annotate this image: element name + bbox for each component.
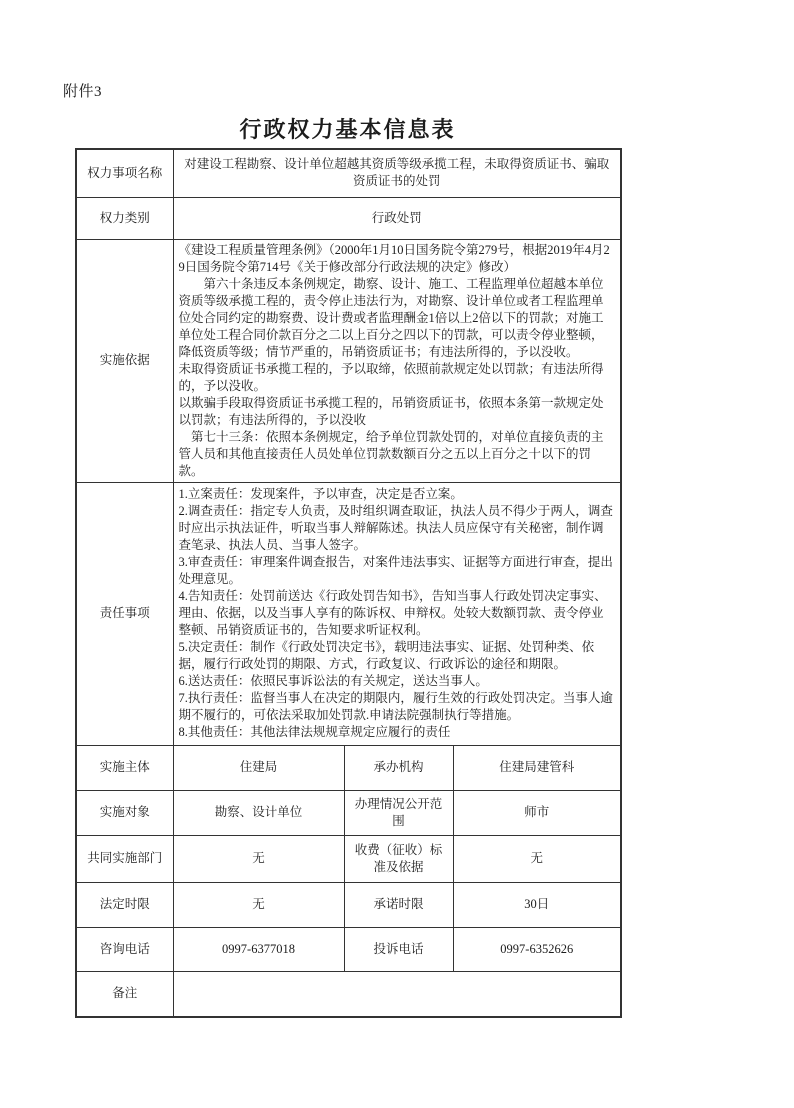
table-row-remark — [76, 971, 621, 1017]
field-label-joint-department: 共同实施部门 — [76, 835, 173, 882]
table-row-power-type — [76, 197, 621, 239]
duty-item: 5.决定责任：制作《行政处罚决定书》，载明违法事实、证据、处罚种类、依据，履行行政处罚的期限、方式，行政复议、行政诉讼的途径和期限。 — [178, 640, 595, 671]
field-value-promised-time-limit: 30日 — [453, 882, 621, 927]
table-row-item-name — [76, 149, 621, 197]
attachment-label: 附件3 — [63, 84, 103, 100]
field-value-handling-agency: 住建局建管科 — [453, 745, 621, 790]
duty-item: 1.立案责任：发现案件，予以审查，决定是否立案。 — [178, 487, 463, 501]
duty-item: 6.送达责任：依照民事诉讼法的有关规定，送达当事人。 — [178, 674, 488, 688]
table-row-phones — [76, 927, 621, 971]
basis-paragraph: 第六十条违反本条例规定，勘察、设计、施工、工程监理单位超越本单位资质等级承揽工程的，责令停止违法行为，对勘察、设计单位或者工程监理单位处合同约定的勘察费、设计费或者监理酬金1倍以上2倍以下的罚款；对施工单位处工程合同价款百分之二以上百分之四以下的罚款，可以责令停业整顿，降低资质等级；情节严重的，吊销资质证书；有违法所得的，予以没收。 — [178, 276, 604, 359]
basis-paragraph: 以欺骗手段取得资质证书承揽工程的，吊销资质证书，依照本条第一款规定处以罚款；有违法所得的，予以没收 — [178, 395, 604, 427]
field-label-remark: 备注 — [76, 971, 173, 1017]
page-title: 行政权力基本信息表 — [239, 117, 456, 142]
table-row-implementer — [76, 745, 621, 790]
field-label-implementation-basis: 实施依据 — [76, 239, 173, 482]
field-value-joint-department: 无 — [173, 835, 344, 882]
field-value-implementation-basis — [173, 239, 621, 482]
table-row-duties — [76, 482, 621, 745]
field-value-fee-standard: 无 — [453, 835, 621, 882]
field-value-item-name: 对建设工程勘察、设计单位超越其资质等级承揽工程，未取得资质证书、骗取资质证书的处罚 — [173, 149, 621, 197]
duty-item: 8.其他责任：其他法律法规规章规定应履行的责任 — [178, 725, 451, 739]
field-label-target: 实施对象 — [76, 790, 173, 835]
field-value-remark — [173, 971, 621, 1017]
field-value-disclosure-scope: 师市 — [453, 790, 621, 835]
field-label-fee-standard: 收费（征收）标准及依据 — [344, 835, 453, 882]
field-label-duties: 责任事项 — [76, 482, 173, 745]
field-label-inquiry-phone: 咨询电话 — [76, 927, 173, 971]
basis-paragraph: 未取得资质证书承揽工程的，予以取缔，依照前款规定处以罚款；有违法所得的，予以没收。 — [178, 361, 604, 393]
field-value-target: 勘察、设计单位 — [173, 790, 344, 835]
duty-item: 2.调查责任：指定专人负责，及时组织调查取证，执法人员不得少于两人，调查时应出示执法证件，听取当事人辩解陈述。执法人员应保守有关秘密，制作调查笔录、执法人员、当事人签字。 — [178, 504, 613, 552]
field-value-complaint-phone: 0997-6352626 — [453, 927, 621, 971]
field-value-duties — [173, 482, 621, 745]
field-label-complaint-phone: 投诉电话 — [344, 927, 453, 971]
field-label-promised-time-limit: 承诺时限 — [344, 882, 453, 927]
basis-paragraph: 第七十三条：依照本条例规定，给予单位罚款处罚的，对单位直接负责的主管人员和其他直接责任人员处单位罚款数额百分之五以上百分之十以下的罚款。 — [178, 429, 604, 478]
duty-item: 3.审查责任：审理案件调查报告，对案件违法事实、证据等方面进行审查，提出处理意见。 — [178, 555, 613, 586]
field-value-implementer: 住建局 — [173, 745, 344, 790]
table-row-target — [76, 790, 621, 835]
field-label-implementer: 实施主体 — [76, 745, 173, 790]
field-label-disclosure-scope: 办理情况公开范围 — [344, 790, 453, 835]
info-table — [75, 148, 622, 1018]
duty-item: 7.执行责任：监督当事人在决定的期限内，履行生效的行政处罚决定。当事人逾期不履行的，可依法采取加处罚款.申请法院强制执行等措施。 — [178, 691, 613, 722]
table-row-implementation-basis — [76, 239, 621, 482]
field-value-inquiry-phone: 0997-6377018 — [173, 927, 344, 971]
basis-paragraph: 《建设工程质量管理条例》（2000年1月10日国务院令第279号，根据2019年4月29日国务院令第714号《关于修改部分行政法规的决定》修改） — [178, 242, 610, 274]
field-value-legal-time-limit: 无 — [173, 882, 344, 927]
table-row-joint-department — [76, 835, 621, 882]
field-label-item-name: 权力事项名称 — [76, 149, 173, 197]
field-label-power-type: 权力类别 — [76, 197, 173, 239]
field-label-handling-agency: 承办机构 — [344, 745, 453, 790]
field-value-power-type: 行政处罚 — [173, 197, 621, 239]
field-label-legal-time-limit: 法定时限 — [76, 882, 173, 927]
table-row-legal-time-limit — [76, 882, 621, 927]
duty-item: 4.告知责任：处罚前送达《行政处罚告知书》，告知当事人行政处罚决定事实、理由、依据，以及当事人享有的陈诉权、申辩权。处较大数额罚款、责令停业整顿、吊销资质证书的，告知要求听证权利。 — [178, 589, 607, 637]
